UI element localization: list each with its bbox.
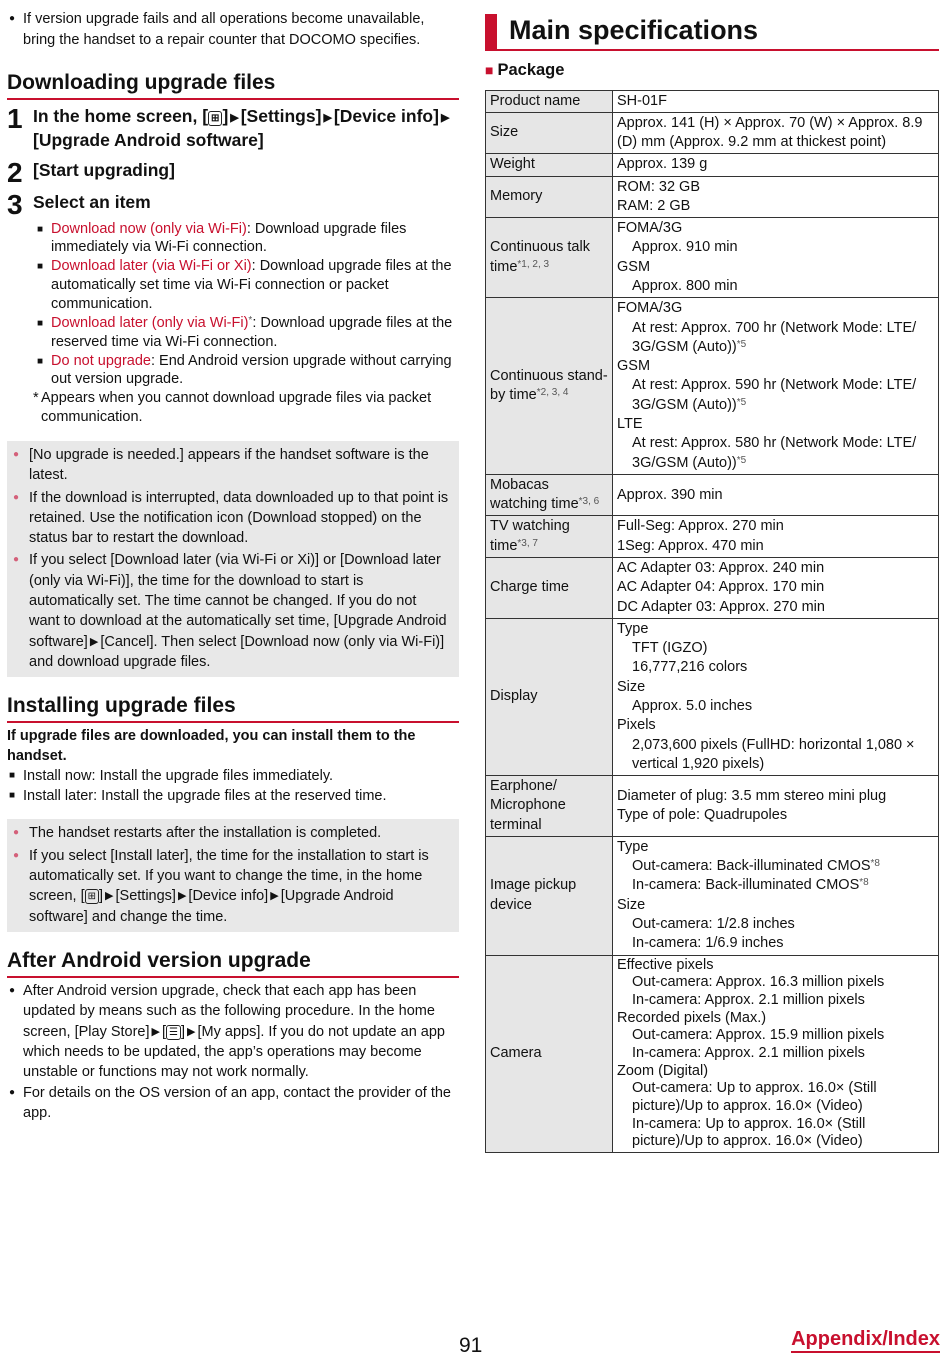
arrow-right-icon: ▶ xyxy=(230,112,239,125)
option-item xyxy=(35,220,459,258)
value-line: LTE xyxy=(617,416,643,433)
page-number: 91 xyxy=(459,1334,483,1357)
option-label: Do not upgrade xyxy=(51,352,151,369)
spec-key xyxy=(486,218,613,298)
value-line: Effective pixels xyxy=(617,956,714,973)
after-bullet xyxy=(7,981,459,1082)
arrow-right-icon: ▶ xyxy=(187,1025,196,1038)
note-text-part: ] xyxy=(99,888,104,905)
title-accent-bar xyxy=(485,14,497,49)
installing-lead: If upgrade files are downloaded, you can install them to the handset. xyxy=(7,728,416,765)
note-text-part: [Settings] xyxy=(115,888,176,905)
heading-installing: Installing upgrade files xyxy=(7,693,459,723)
value-line: Size xyxy=(617,678,646,695)
note-text-part: [Device info] xyxy=(188,888,269,905)
spec-value: Approx. 390 min xyxy=(613,474,939,516)
table-row xyxy=(486,474,939,516)
option-item xyxy=(35,257,459,314)
install-item: ■ Install now: Install the upgrade files immediately. xyxy=(7,766,459,786)
option-text: : Download upgrade files at the automatically set time via Wi-Fi connection or packet communication. xyxy=(51,258,452,312)
notes-box-download xyxy=(7,441,459,677)
table-row xyxy=(486,618,939,775)
key-text: Continuous talk time xyxy=(490,239,590,275)
value-text: Out-camera: Back-illuminated CMOS xyxy=(632,858,871,875)
value-line: In-camera: 1/6.9 inches xyxy=(632,935,784,952)
spec-key: Display xyxy=(486,618,613,775)
value-line: AC Adapter 03: Approx. 240 min xyxy=(617,559,825,576)
notes-box-install xyxy=(7,819,459,931)
footnote-mark: *8 xyxy=(870,858,880,870)
note-text-part: If you select [Download later (via Wi-Fi or Xi)] or [Download later (only via Wi-Fi)], the time for the download to start is automatically set. The time cannot be changed. If you do not want to download at the automatically set time, [Upgrade Android software] xyxy=(29,552,447,650)
option-text: : End Android version upgrade without carrying out version upgrade. xyxy=(51,352,452,388)
arrow-right-icon: ▶ xyxy=(440,112,450,125)
value-line: Approx. 800 min xyxy=(632,278,738,295)
value-line: Type of pole: Quadrupoles xyxy=(617,807,788,823)
value-line xyxy=(617,319,934,358)
step-text-part: In the home screen, [ xyxy=(33,106,209,127)
install-item: ■ Install later: Install the upgrade files at the reserved time. xyxy=(7,786,459,806)
footnote-mark: *3, 7 xyxy=(517,537,538,549)
table-row xyxy=(486,154,939,176)
spec-value xyxy=(613,218,939,298)
step-number: 1 xyxy=(7,103,23,135)
value-line: Approx. 5.0 inches xyxy=(632,697,753,714)
value-line: AC Adapter 04: Approx. 170 min xyxy=(617,579,825,596)
value-line: GSM xyxy=(617,258,651,275)
spec-value xyxy=(613,516,939,558)
left-column xyxy=(7,9,459,1123)
value-line: In-camera: Approx. 2.1 million pixels xyxy=(632,991,865,1008)
option-footnote-mark: * xyxy=(248,314,253,326)
value-line xyxy=(617,434,934,473)
option-text: : Download upgrade files immediately via Wi-Fi connection. xyxy=(51,220,407,256)
value-line: Zoom (Digital) xyxy=(617,1062,709,1079)
spec-value xyxy=(613,776,939,837)
note-text-part: [Cancel]. Then select [Download now (only via Wi-Fi)] and download upgrade files. xyxy=(29,633,445,670)
footnote-mark: *5 xyxy=(736,396,747,408)
apps-icon: ⊞ xyxy=(208,111,222,126)
spec-value xyxy=(613,618,939,775)
value-line: Out-camera: 1/2.8 inches xyxy=(632,916,795,933)
heading-after: After Android version upgrade xyxy=(7,948,459,978)
table-row xyxy=(486,836,939,955)
spec-table xyxy=(485,90,939,1154)
option-list xyxy=(7,220,459,390)
appendix-index-link[interactable]: Appendix/Index xyxy=(791,1327,940,1353)
package-label: Package xyxy=(497,60,565,79)
note-item: ● The handset restarts after the installation is completed. xyxy=(13,823,451,843)
spec-key xyxy=(486,298,613,475)
value-line: Out-camera: Up to approx. 16.0× (Still picture)/Up to approx. 16.0× (Video) xyxy=(632,1080,877,1115)
menu-icon: ☰ xyxy=(166,1025,181,1040)
intro-bullet: ● If version upgrade fails and all operations become unavailable, bring the handset to a repair counter that DOCOMO specifies. xyxy=(7,9,459,50)
step-number: 2 xyxy=(7,156,23,188)
value-line: RAM: 2 GB xyxy=(617,197,691,214)
table-row xyxy=(486,516,939,558)
spec-value xyxy=(613,955,939,1153)
value-line: Type xyxy=(617,620,649,637)
table-row xyxy=(486,218,939,298)
value-text: At rest: Approx. 700 hr (Network Mode: LTE/ 3G/GSM (Auto)) xyxy=(632,319,917,355)
arrow-right-icon: ▶ xyxy=(105,890,114,903)
footnote-mark: *1, 2, 3 xyxy=(517,258,550,270)
value-line: GSM xyxy=(617,358,651,375)
table-row xyxy=(486,112,939,154)
spec-value xyxy=(613,557,939,618)
arrow-right-icon: ▶ xyxy=(270,890,279,903)
apps-icon: ⊞ xyxy=(85,889,99,904)
value-line: FOMA/3G xyxy=(617,220,683,237)
spec-key: Image pickup device xyxy=(486,836,613,955)
option-label: Download later (via Wi-Fi or Xi) xyxy=(51,258,252,275)
spec-key xyxy=(486,474,613,516)
value-line: Pixels xyxy=(617,717,656,734)
note-text-part: [Upgrade Android software] and change the time. xyxy=(29,888,394,925)
value-line xyxy=(617,876,934,895)
table-row xyxy=(486,776,939,837)
value-line: FOMA/3G xyxy=(617,300,683,317)
square-marker-icon: ■ xyxy=(485,61,494,78)
bullet-text-part: After Android version upgrade, check that each app has been updated by means such as the following procedure. In the home screen, [Play Store] xyxy=(23,983,435,1040)
note-text-part: If you select [Install later], the time for the installation to start is automatically set. If you want to change the time, in the home screen, [ xyxy=(29,847,429,905)
footnote-mark: * xyxy=(33,390,39,407)
value-text: At rest: Approx. 590 hr (Network Mode: LTE/ 3G/GSM (Auto)) xyxy=(632,377,917,413)
value-line xyxy=(617,376,934,415)
spec-key: Memory xyxy=(486,176,613,218)
step-number: 3 xyxy=(7,188,23,220)
heading-downloading: Downloading upgrade files xyxy=(7,70,459,100)
value-line: 1Seg: Approx. 470 min xyxy=(617,537,764,554)
table-row xyxy=(486,90,939,112)
arrow-right-icon: ▶ xyxy=(323,112,332,125)
step-3 xyxy=(7,190,459,219)
value-line: 2,073,600 pixels (FullHD: horizontal 1,080 × vertical 1,920 pixels) xyxy=(632,736,915,772)
bullet-text-part: [ xyxy=(162,1023,167,1040)
value-line: Approx. 910 min xyxy=(632,239,738,256)
arrow-right-icon: ▶ xyxy=(89,635,99,648)
spec-value: Approx. 141 (H) × Approx. 70 (W) × Approx. 8.9 (D) mm (Approx. 9.2 mm at thickest point) xyxy=(613,112,939,154)
step-1 xyxy=(7,104,459,152)
value-line: Diameter of plug: 3.5 mm stereo mini plug xyxy=(617,787,887,804)
footnote-mark: *2, 3, 4 xyxy=(536,387,569,399)
spec-key: Camera xyxy=(486,955,613,1153)
note-item xyxy=(13,846,451,927)
value-line: Type xyxy=(617,838,649,855)
value-line: In-camera: Approx. 2.1 million pixels xyxy=(632,1045,865,1062)
footnote-mark: *8 xyxy=(859,877,869,889)
after-bullet: ● For details on the OS version of an app, contact the provider of the app. xyxy=(7,1083,459,1124)
spec-value xyxy=(613,176,939,218)
value-line: In-camera: Up to approx. 16.0× (Still picture)/Up to approx. 16.0× (Video) xyxy=(632,1115,866,1150)
spec-value xyxy=(613,298,939,475)
footnote-mark: *5 xyxy=(736,454,747,466)
arrow-right-icon: ▶ xyxy=(151,1025,160,1038)
footnote-text: Appears when you cannot download upgrade files via packet communication. xyxy=(41,390,432,426)
key-text: Continuous stand-by time xyxy=(490,367,608,404)
value-line: Recorded pixels (Max.) xyxy=(617,1009,767,1026)
option-label: Download later (only via Wi-Fi) xyxy=(51,314,249,331)
table-row xyxy=(486,298,939,475)
footnote xyxy=(7,389,459,427)
spec-value: SH-01F xyxy=(613,90,939,112)
spec-value xyxy=(613,836,939,955)
value-text: At rest: Approx. 580 hr (Network Mode: LTE/ 3G/GSM (Auto)) xyxy=(632,435,917,471)
package-heading xyxy=(485,59,939,82)
specs-title xyxy=(485,14,939,51)
spec-key xyxy=(486,516,613,558)
step-2-text: [Start upgrading] xyxy=(33,159,175,180)
table-row xyxy=(486,557,939,618)
value-line: Full-Seg: Approx. 270 min xyxy=(617,518,784,535)
spec-key: Weight xyxy=(486,154,613,176)
step-3-text: Select an item xyxy=(33,191,151,212)
footnote-mark: *5 xyxy=(736,338,747,350)
specs-title-text: Main specifications xyxy=(509,15,759,45)
option-label: Download now (only via Wi-Fi) xyxy=(51,220,247,237)
value-line: DC Adapter 03: Approx. 270 min xyxy=(617,598,825,615)
table-row xyxy=(486,955,939,1153)
spec-key: Earphone/ Microphone terminal xyxy=(486,776,613,837)
arrow-right-icon: ▶ xyxy=(177,890,187,903)
footnote-mark: *3, 6 xyxy=(578,496,600,508)
value-line: Out-camera: Approx. 15.9 million pixels xyxy=(632,1027,885,1044)
key-text: TV watching time xyxy=(490,518,570,554)
step-2 xyxy=(7,158,459,187)
value-line: TFT (IGZO) xyxy=(632,640,708,657)
value-line: Size xyxy=(617,896,646,913)
option-text: : Download upgrade files at the reserved time via Wi-Fi connection. xyxy=(51,314,453,350)
step-text-part: ] xyxy=(222,106,229,127)
option-item xyxy=(35,314,459,352)
value-line: Out-camera: Approx. 16.3 million pixels xyxy=(632,974,885,991)
step-text-part: [Device info] xyxy=(333,106,439,127)
note-item: ● [No upgrade is needed.] appears if the handset software is the latest. xyxy=(13,445,451,486)
key-text: Mobacas watching time xyxy=(490,476,579,513)
spec-key: Size xyxy=(486,112,613,154)
value-line: ROM: 32 GB xyxy=(617,178,700,195)
option-item xyxy=(35,352,459,390)
bullet-text-part: ] xyxy=(181,1023,186,1040)
value-text: In-camera: Back-illuminated CMOS xyxy=(632,877,860,894)
note-item xyxy=(13,550,451,672)
table-row xyxy=(486,176,939,218)
step-1-text xyxy=(33,104,459,152)
step-text-part: [Settings] xyxy=(240,106,322,127)
step-text-part: [Upgrade Android software] xyxy=(33,130,264,151)
value-line: 16,777,216 colors xyxy=(632,659,748,676)
spec-key: Charge time xyxy=(486,557,613,618)
bullet-text-part: [My apps]. If you do not update an app which needs to be updated, the app’s operations may become unstable or functions may not work normally. xyxy=(23,1023,445,1081)
right-column xyxy=(485,14,939,1153)
spec-value: Approx. 139 g xyxy=(613,154,939,176)
note-item: ● If the download is interrupted, data downloaded up to that point is retained. Use the notification icon (Download stopped) on the status bar to restart the download. xyxy=(13,488,451,549)
spec-key: Product name xyxy=(486,90,613,112)
value-line xyxy=(617,857,934,876)
